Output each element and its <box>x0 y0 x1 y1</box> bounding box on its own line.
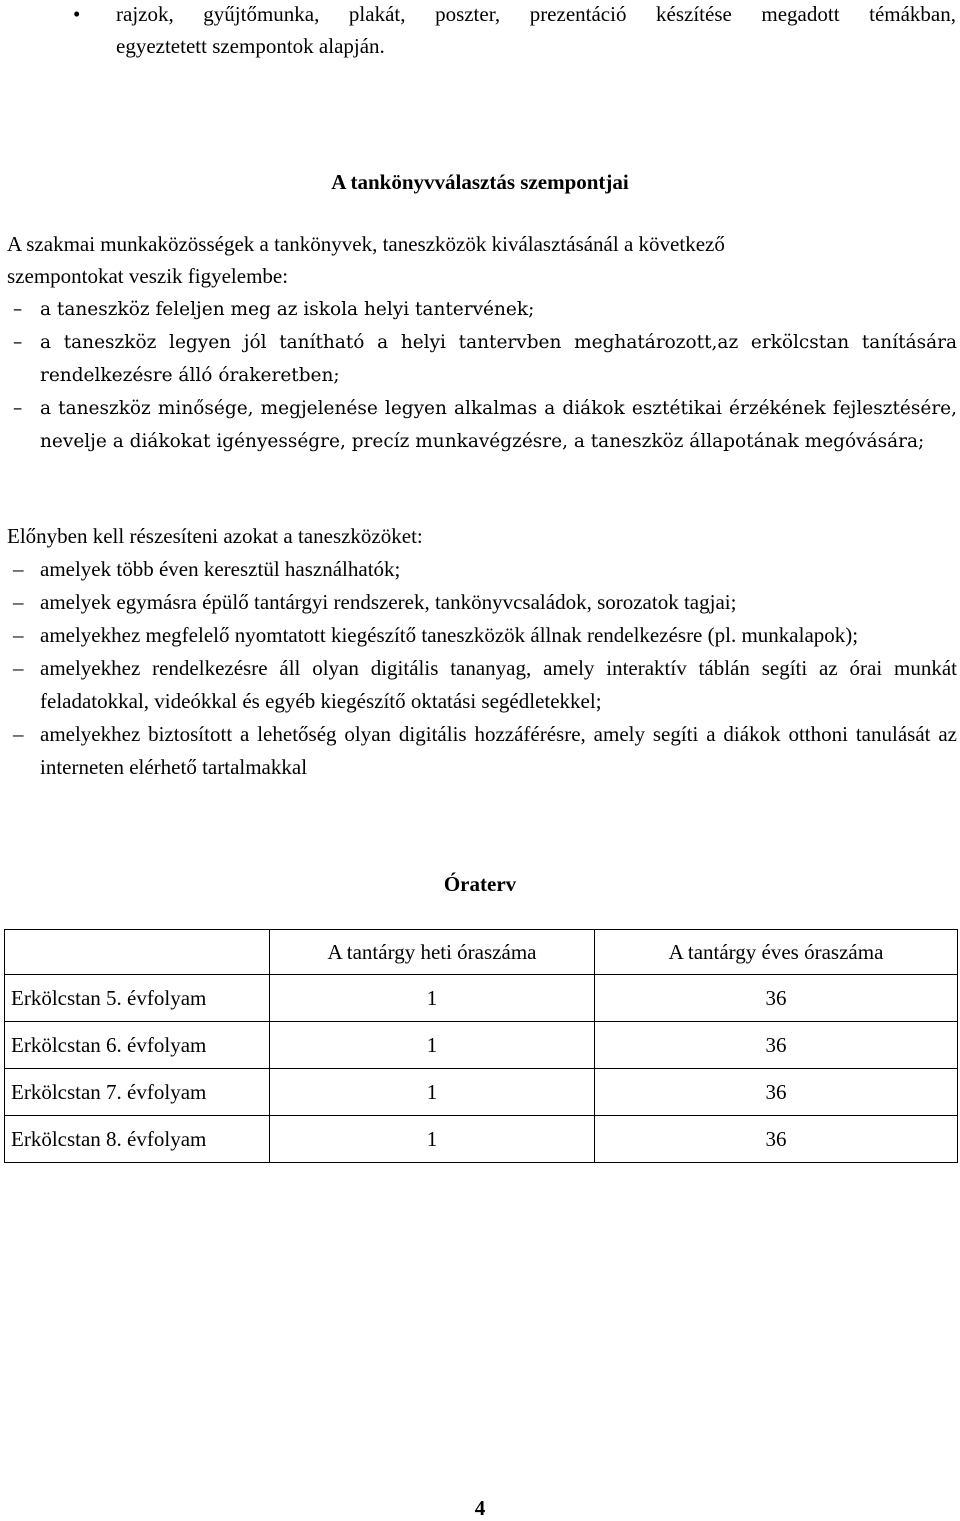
list-item: – amelyek egymásra épülő tantárgyi rendszerek, tankönyvcsaládok, sorozatok tagjai; <box>7 586 957 619</box>
table-cell: Erkölcstan 5. évfolyam <box>5 975 270 1022</box>
table-cell: 1 <box>270 1069 595 1116</box>
table-cell: Erkölcstan 8. évfolyam <box>5 1116 270 1163</box>
section-title: A tankönyvválasztás szempontjai <box>331 170 629 194</box>
intro-bullet-item <box>73 0 956 62</box>
list-item: – amelyekhez megfelelő nyomtatott kiegészítő taneszközök állnak rendelkezésre (pl. munkalapok); <box>7 619 957 652</box>
table-cell: 36 <box>595 1116 958 1163</box>
table-cell: 36 <box>595 975 958 1022</box>
list-item: – amelyekhez biztosított a lehetőség olyan digitális hozzáférésre, amely segíti a diákok otthoni tanulását az interneten elérhető tartalmakkal <box>7 718 957 784</box>
table-cell: 1 <box>270 1116 595 1163</box>
dash-icon: – <box>13 332 23 353</box>
bullet-icon: • <box>73 2 81 26</box>
dash-icon: – <box>13 557 24 581</box>
table-row <box>5 1069 958 1116</box>
table-cell: Erkölcstan 6. évfolyam <box>5 1022 270 1069</box>
table-header-cell <box>5 930 270 975</box>
intro-bullet-line: rajzok, gyűjtőmunka, plakát, poszter, prezentáció készítése megadott témákban, <box>116 2 956 26</box>
table-header-row <box>5 930 958 975</box>
list-item: – a taneszköz minősége, megjelenése legyen alkalmas a diákok esztétikai érzékének fejlesztésére, nevelje a diákokat igényességre, precíz munkavégzésre, a taneszköz állapotának megóvására; <box>7 392 957 458</box>
table-row <box>5 1022 958 1069</box>
table-header-cell: A tantárgy heti óraszáma <box>270 930 595 975</box>
schedule-title: Óraterv <box>443 872 517 896</box>
dash-icon: – <box>13 299 23 320</box>
dash-icon: – <box>13 623 24 647</box>
table-row <box>5 1116 958 1163</box>
table-cell: 1 <box>270 975 595 1022</box>
dash-icon: – <box>13 722 24 746</box>
criteria-intro-line: szempontokat veszik figyelembe: <box>7 264 289 288</box>
preference-list <box>7 553 957 784</box>
criteria-intro-line: A szakmai munkaközösségek a tankönyvek, taneszközök kiválasztásánál a következő <box>7 232 725 256</box>
criteria-intro <box>7 228 957 292</box>
dash-icon: – <box>13 398 23 419</box>
table-cell: Erkölcstan 7. évfolyam <box>5 1069 270 1116</box>
page-number: 4 <box>474 1496 486 1520</box>
table-row <box>5 975 958 1022</box>
criteria-list <box>7 293 957 458</box>
preference-intro: Előnyben kell részesíteni azokat a taneszközöket: <box>7 524 423 548</box>
table-cell: 36 <box>595 1069 958 1116</box>
schedule-table <box>4 929 958 1163</box>
list-item: – a taneszköz legyen jól tanítható a helyi tantervben meghatározott,az erkölcstan tanítására rendelkezésre álló órakeretben; <box>7 326 957 392</box>
intro-bullet-line: egyeztetett szempontok alapján. <box>116 34 385 58</box>
dash-icon: – <box>13 590 24 614</box>
dash-icon: – <box>13 656 24 680</box>
list-item: – a taneszköz feleljen meg az iskola helyi tantervének; <box>7 293 957 326</box>
table-header-cell: A tantárgy éves óraszáma <box>595 930 958 975</box>
table-cell: 1 <box>270 1022 595 1069</box>
table-cell: 36 <box>595 1022 958 1069</box>
list-item: – amelyekhez rendelkezésre áll olyan digitális tananyag, amely interaktív táblán segíti az órai munkát feladatokkal, videókkal és egyéb kiegészítő oktatási segédletekkel; <box>7 652 957 718</box>
list-item: – amelyek több éven keresztül használhatók; <box>7 553 957 586</box>
